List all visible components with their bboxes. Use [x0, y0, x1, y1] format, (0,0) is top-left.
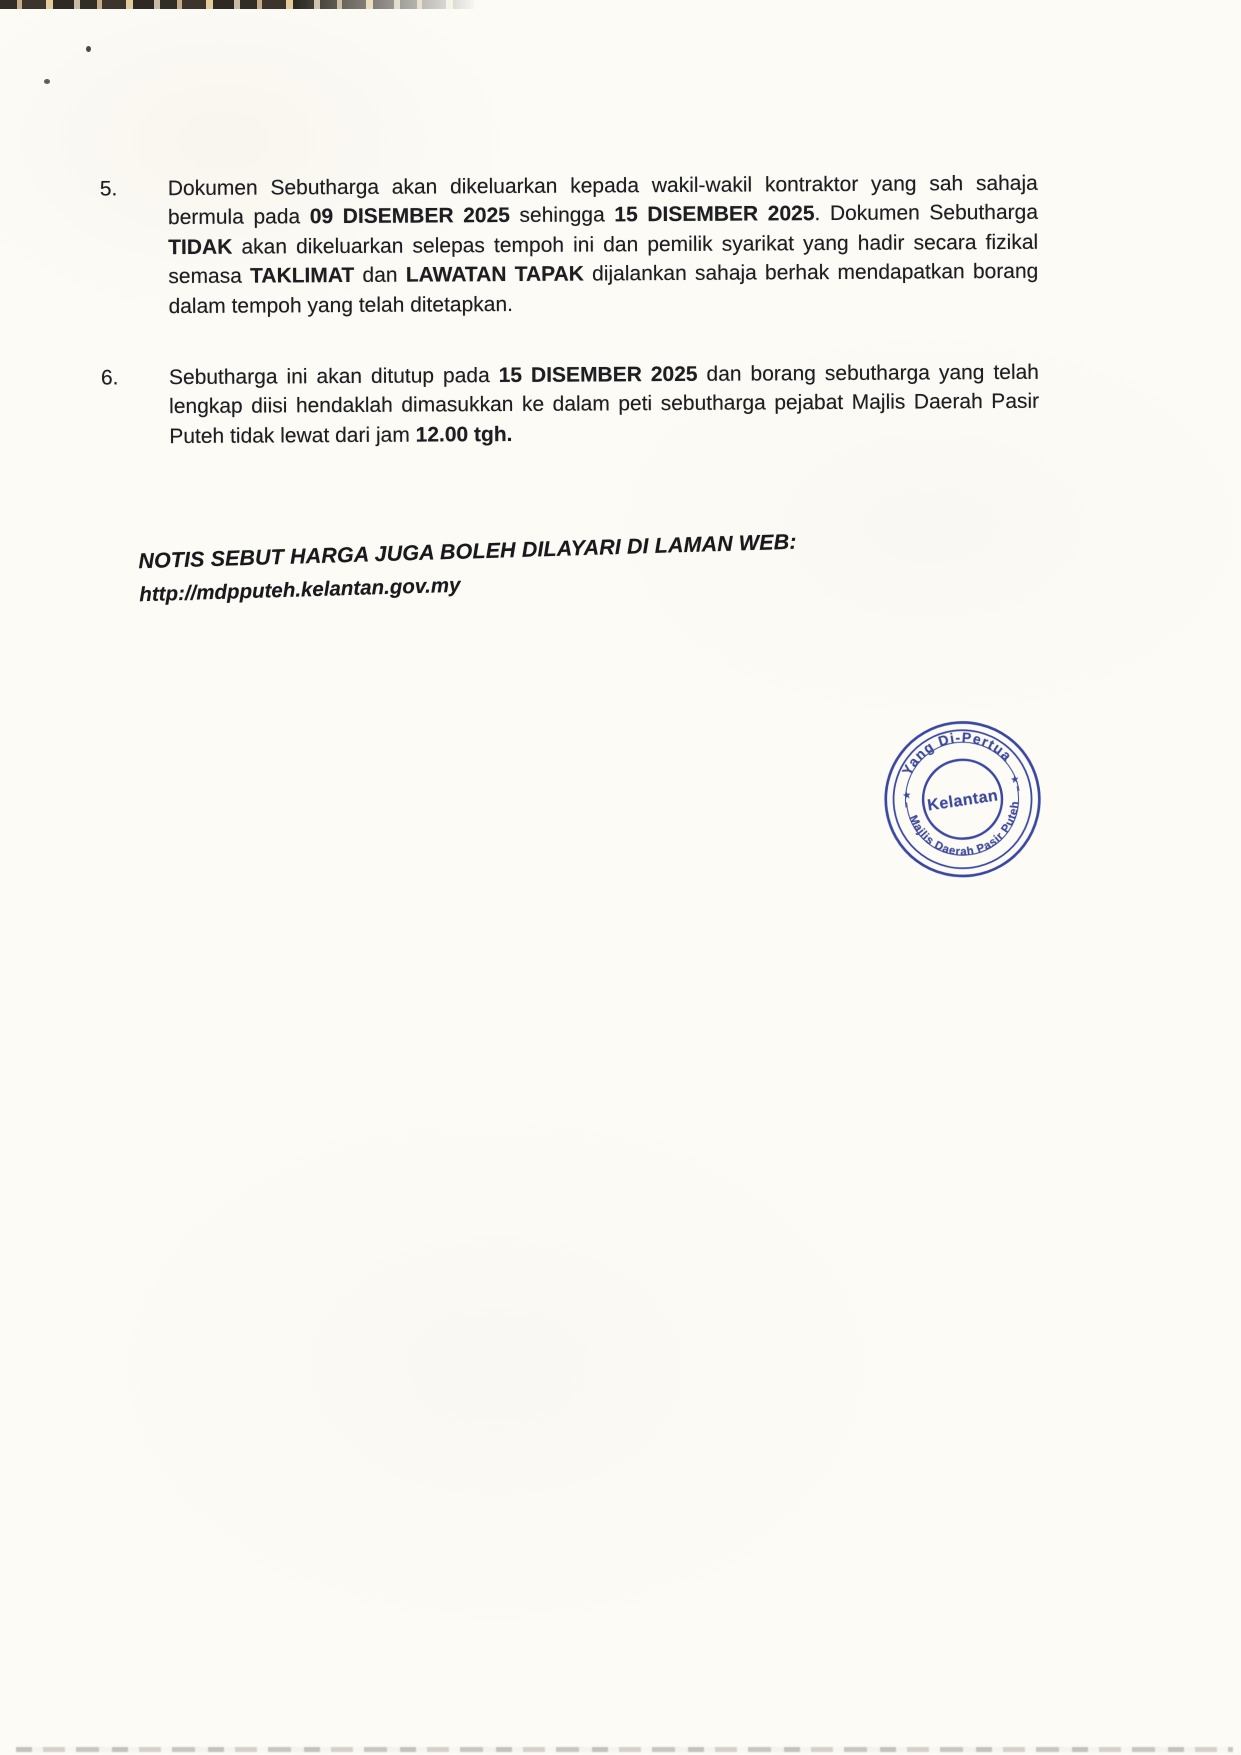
web-notice-url: http://mdpputeh.kelantan.gov.my	[139, 573, 461, 607]
paragraph-number: 5.	[99, 177, 118, 201]
paragraph	[100, 169, 1041, 322]
paragraph-text: Dokumen Sebutharga akan dikeluarkan kepada wakil-wakil kontraktor yang sah sahaja bermula pada 09 DISEMBER 2025 sehingga 15 DISEMBER 2025. Dokumen Sebutharga TIDAK akan dikeluarkan selepas tempoh ini dan pemilik syarikat yang hadir secara fizikal semasa TAKLIMAT dan LAWATAN TAPAK dijalankan sahaja berhak mendapatkan borang dalam tempoh yang telah ditetapkan.	[167, 171, 1039, 318]
official-stamp	[879, 716, 1046, 883]
stamp-star-right-icon: ★	[1009, 774, 1021, 787]
stamp-top-text: Yang Di-Pertua	[898, 728, 1016, 778]
stamp-bottom-text: Majlis Daerah Pasir Puteh	[906, 800, 1022, 859]
paragraph	[101, 358, 1042, 452]
web-notice	[138, 528, 859, 607]
paragraph-number: 6.	[100, 366, 119, 390]
stamp-center-text: Kelantan	[926, 786, 1000, 815]
paragraphs	[100, 169, 1042, 494]
stamp-star-left-icon: ★	[901, 789, 913, 803]
web-notice-text: NOTIS SEBUT HARGA JUGA BOLEH DILAYARI DI LAMAN WEB:	[138, 529, 797, 574]
paragraph-text: Sebutharga ini akan ditutup pada 15 DISEMBER 2025 dan borang sebutharga yang telah lengkap diisi hendaklah dimasukkan ke dalam peti sebutharga pejabat Majlis Daerah Pasir Puteh tidak lewat dari jam 12.00 tgh.	[168, 360, 1040, 448]
